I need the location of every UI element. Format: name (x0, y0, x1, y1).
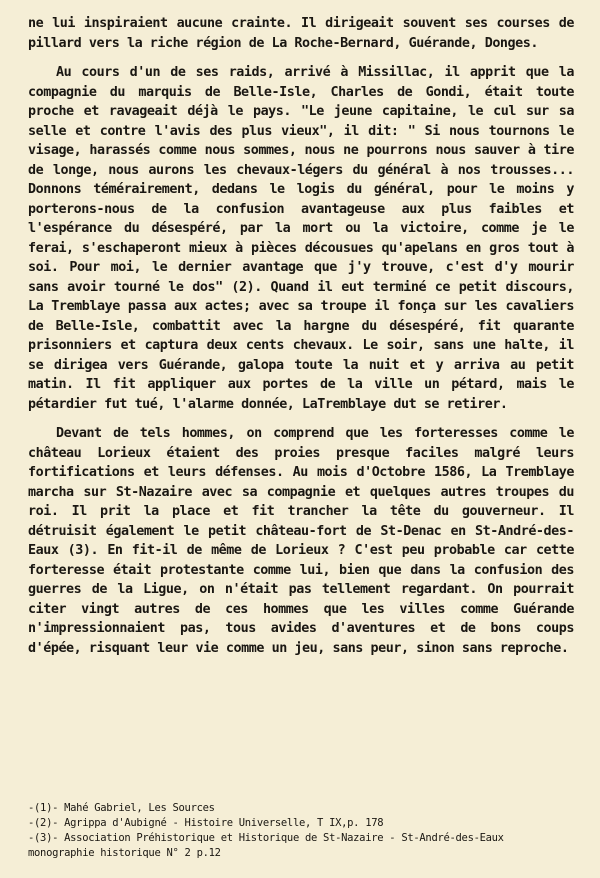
paragraph-fortresses: Devant de tels hommes, on comprend que les forteresses comme le château Lorieux étaient des proies presque faciles malgré leurs fortifications et leurs défenses. Au mois d'Octobre 1586, La Tremblaye marcha sur St-Nazaire avec sa compagnie et quelques autres troupes du roi. Il prit la place et fit trancher la tête du gouverneur. Il détruisit également le petit château-fort de St-Denac en St-André-des-Eaux (3). En fit-il de même de Lorieux ? C'est peu probable car cette forteresse était protestante comme lui, bien que dans la confusion des guerres de la Ligue, on n'était pas tellement regardant. On pourrait citer vingt autres de ces hommes que les villes comme Guérande n'impressionnaient pas, tous avides d'aventures et de bons coups d'épée, risquant leur vie comme un jeu, sans peur, sinon sans reproche. (28, 426, 574, 656)
footnotes (28, 801, 574, 861)
paragraph-continued: ne lui inspiraient aucune crainte. Il dirigeait souvent ses courses de pillard vers la riche région de La Roche-Bernard, Guérande, Donges. (28, 16, 574, 51)
footnote-3-continued: monographie historique N° 2 p.12 (28, 847, 221, 859)
footnote-2: -(2)- Agrippa d'Aubigné - Histoire Universelle, T IX,p. 178 (28, 817, 384, 829)
body-text (28, 14, 574, 668)
paragraph-raid: Au cours d'un de ses raids, arrivé à Missillac, il apprit que la compagnie du marquis de Belle-Isle, Charles de Gondi, était toute proche et ravageait déjà le pays. "Le jeune capitaine, le cul sur sa selle et contre l'avis des plus vieux", il dit: " Si nous tournons le visage, harassés comme nous sommes, nous ne pourrons nous sauver à tire de longe, nous aurons les chevaux-légers du général à nos trousses... Donnons témérairement, dedans le logis du général, pour le moins y porterons-nous de la confusion avantageuse aux plus faibles et l'espérance du désespéré, par la mort ou la victoire, comme je le ferai, s'eschaperont mieux à pièces décousues qu'apelans en gros tout à soi. Pour moi, le dernier avantage que j'y trouve, c'est d'y mourir sans avoir tourné le dos" (2). Quand il eut terminé ce petit discours, La Tremblaye passa aux actes; avec sa troupe il fonça sur les cavaliers de Belle-Isle, combattit avec la hargne du désespéré, fit quarante prisonniers et captura deux cents chevaux. Le soir, sans une halte, il se dirigea vers Guérande, galopa toute la nuit et y arriva au petit matin. Il fit appliquer aux portes de la ville un pétard, mais le pétardier fut tué, l'alarme donnée, LaTremblaye dut se retirer. (28, 65, 574, 412)
footnote-1: -(1)- Mahé Gabriel, Les Sources (28, 802, 215, 814)
footnote-3: -(3)- Association Préhistorique et Historique de St-Nazaire - St-André-des-Eaux (28, 832, 504, 844)
